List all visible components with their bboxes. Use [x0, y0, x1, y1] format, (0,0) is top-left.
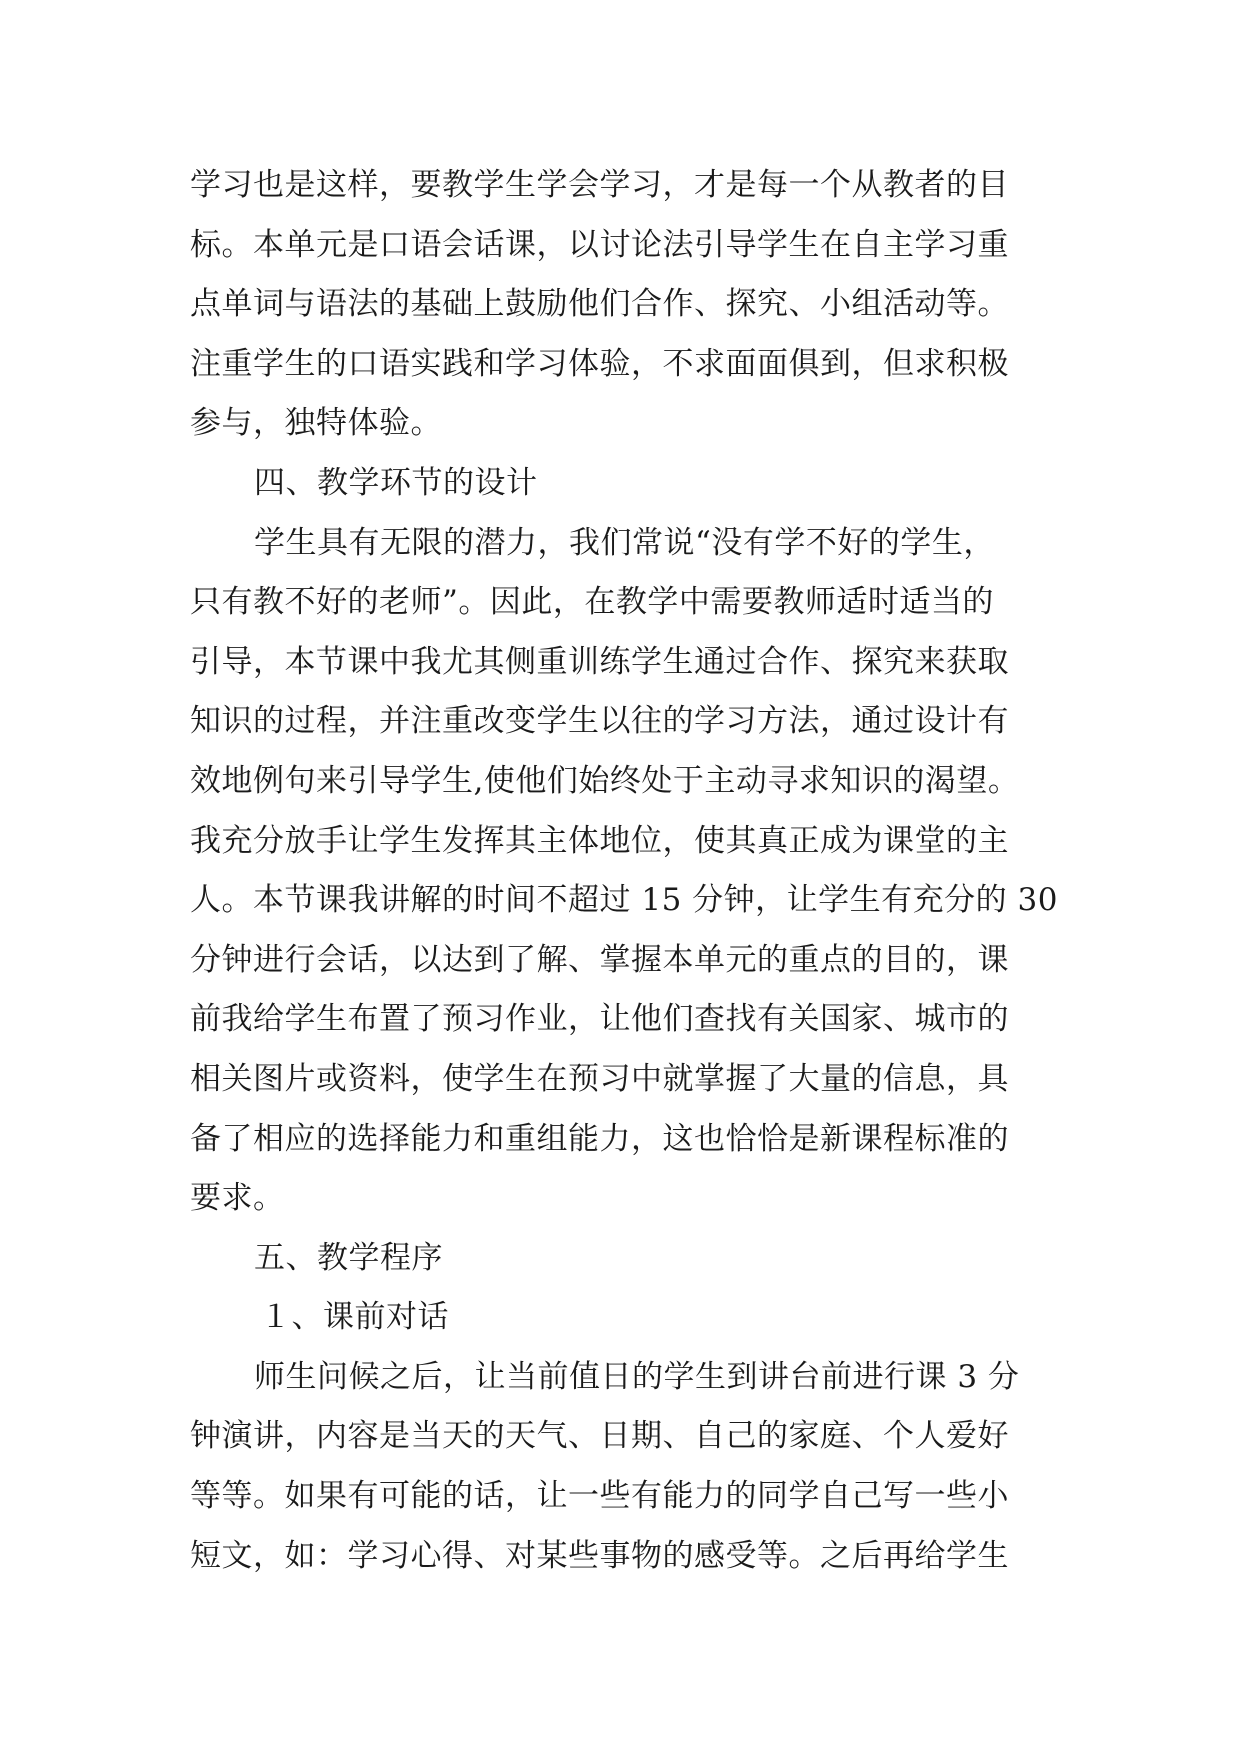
text-line: 钟演讲，内容是当天的天气、日期、自己的家庭、个人爱好	[190, 1418, 1009, 1455]
subsection-heading: １、课前对话	[260, 1299, 449, 1336]
text-line: 人。本节课我讲解的时间不超过 15 分钟，让学生有充分的 30	[190, 882, 1058, 919]
paragraph-start: 师生问候之后，让当前值日的学生到讲台前进行课 3 分	[254, 1358, 1020, 1395]
text-line: 分钟进行会话，以达到了解、掌握本单元的重点的目的，课	[190, 941, 1009, 978]
text-line: 等等。如果有可能的话，让一些有能力的同学自己写一些小	[190, 1478, 1009, 1515]
text-line: 引导，本节课中我尤其侧重训练学生通过合作、探究来获取	[190, 643, 1009, 680]
body-text	[190, 156, 1070, 1586]
text-line: 短文，如：学习心得、对某些事物的感受等。之后再给学生	[190, 1537, 1009, 1574]
text-line: 知识的过程，并注重改变学生以往的学习方法，通过设计有	[190, 703, 1009, 740]
text-line: 学习也是这样，要教学生学会学习，才是每一个从教者的目	[190, 167, 1009, 203]
paragraph-start: 学生具有无限的潜力，我们常说“没有学不好的学生，	[254, 524, 995, 561]
text-line: 备了相应的选择能力和重组能力，这也恰恰是新课程标准的	[190, 1120, 1009, 1157]
text-line: 前我给学生布置了预习作业，让他们查找有关国家、城市的	[190, 1001, 1009, 1038]
section-heading: 五、教学程序	[254, 1239, 443, 1276]
section-heading: 四、教学环节的设计	[254, 464, 538, 501]
text-line: 注重学生的口语实践和学习体验，不求面面俱到，但求积极	[190, 345, 1009, 382]
text-line: 参与，独特体验。	[190, 405, 442, 442]
text-line: 要求。	[190, 1180, 285, 1217]
text-line: 我充分放手让学生发挥其主体地位，使其真正成为课堂的主	[190, 822, 1009, 859]
text-line: 点单词与语法的基础上鼓励他们合作、探究、小组活动等。	[190, 286, 1009, 323]
text-line: 标。本单元是口语会话课，以讨论法引导学生在自主学习重	[190, 226, 1009, 263]
text-line: 只有教不好的老师”。因此，在教学中需要教师适时适当的	[190, 584, 994, 621]
text-line: 相关图片或资料，使学生在预习中就掌握了大量的信息，具	[190, 1060, 1009, 1097]
text-line: 效地例句来引导学生,使他们始终处于主动寻求知识的渴望。	[190, 762, 1020, 799]
